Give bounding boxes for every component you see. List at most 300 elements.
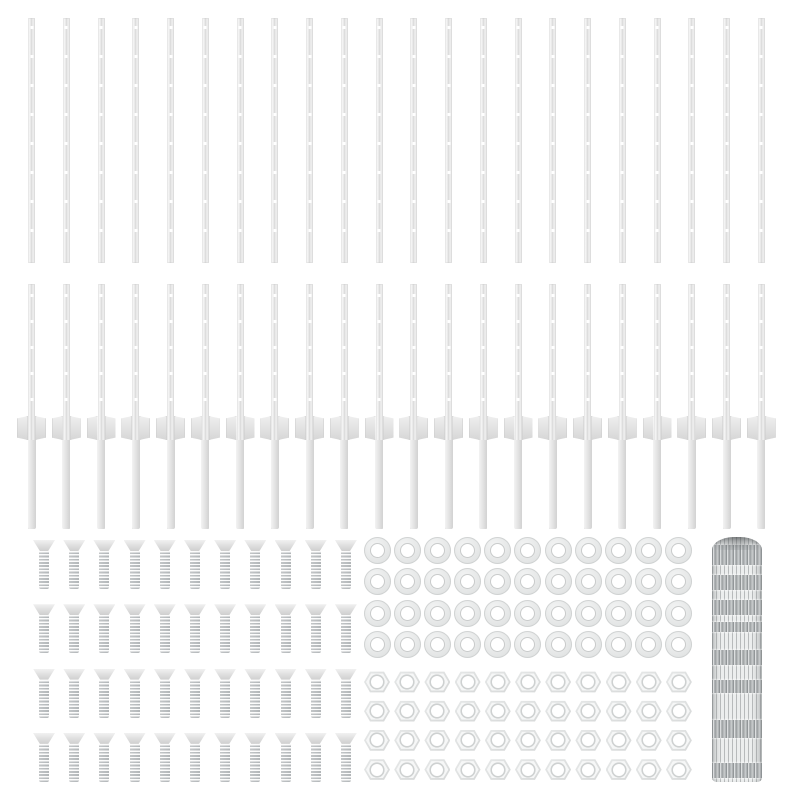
mesh-knot-band [712,600,762,615]
post-holes [134,294,137,416]
post-holes [760,294,763,416]
bolt-shaft [160,551,170,589]
post-holes [447,26,450,256]
nut-hole [401,764,413,776]
hex-nut [606,700,632,722]
anchor-wing-left [747,416,758,440]
anchor-wing-left [52,416,63,440]
washer-hole [521,638,534,651]
countersunk-bolt [184,604,206,654]
bolt-shaft [69,680,79,718]
nut-hole [522,764,534,776]
bolt-head [305,733,327,744]
studded-posts-row [28,18,765,263]
anchor-wing-right [591,416,602,440]
bolt-head [184,540,206,551]
anchor-posts-row [28,284,765,529]
countersunk-bolt [154,733,176,783]
bolt-head [244,540,266,551]
flat-washer [665,631,692,658]
countersunk-bolt [244,669,266,719]
washer-hole [521,575,534,588]
bolt-shaft [99,551,109,589]
countersunk-bolt [275,540,297,590]
anchor-wing-left [573,416,584,440]
bolt-shaft [69,615,79,653]
countersunk-bolt [244,540,266,590]
post-holes [65,294,68,416]
anchor-plate-post [306,284,313,529]
washer-hole [672,544,685,557]
washer-hole [401,544,414,557]
post-lower-shaft [618,440,626,529]
hex-nut [636,729,662,751]
post-holes [412,294,415,416]
washer-hole [642,544,655,557]
studded-post [584,18,591,263]
washer-hole [552,638,565,651]
hex-nut [515,700,541,722]
flat-washer [665,568,692,595]
post-lower-shaft [132,440,140,529]
post-holes [30,26,33,256]
nut-hole [673,705,685,717]
studded-post [549,18,556,263]
hex-nut [394,729,420,751]
washer-hole [521,607,534,620]
washer-hole [582,638,595,651]
nut-hole [552,764,564,776]
studded-post [167,18,174,263]
bolt-shaft [130,744,140,782]
bolt-head [184,733,206,744]
washer-hole [642,575,655,588]
studded-post [202,18,209,263]
hex-nut [575,729,601,751]
post-holes [725,26,728,256]
bolt-head [33,604,55,615]
countersunk-bolt [335,540,357,590]
bolt-shaft [311,615,321,653]
washer-hole [612,544,625,557]
washer-hole [552,575,565,588]
anchor-wing-left [643,416,654,440]
hex-nut [485,700,511,722]
bolt-head [214,733,236,744]
anchor-plate-post [132,284,139,529]
bolt-shaft [311,680,321,718]
anchor-wing-left [469,416,480,440]
post-holes [239,26,242,256]
washer-hole [582,575,595,588]
anchor-plate-post [584,284,591,529]
anchor-wing-right [765,416,776,440]
nuts-grid [362,671,694,788]
bolt-shaft [311,551,321,589]
bolt-head [93,604,115,615]
countersunk-bolt [154,540,176,590]
flat-washer [514,568,541,595]
bolt-shaft [250,744,260,782]
bolt-head [335,540,357,551]
nut-hole [492,705,504,717]
washer-hole [431,607,444,620]
anchor-wing-right [487,416,498,440]
anchor-wing-right [626,416,637,440]
flat-washer [635,537,662,564]
bolt-head [244,733,266,744]
nut-hole [371,676,383,688]
nut-hole [582,764,594,776]
post-holes [134,26,137,256]
bolt-shaft [341,744,351,782]
anchor-wing-right [730,416,741,440]
nut-hole [431,764,443,776]
studded-post [237,18,244,263]
bolt-head [214,540,236,551]
anchor-wing-right [383,416,394,440]
hex-nut [485,729,511,751]
studded-post [306,18,313,263]
bolt-head [305,540,327,551]
countersunk-bolt [275,604,297,654]
post-holes [378,26,381,256]
post-holes [169,294,172,416]
post-holes [621,294,624,416]
hex-nut [636,759,662,781]
anchor-plate-post [515,284,522,529]
flat-washer [605,600,632,627]
washer-hole [461,607,474,620]
hex-nut [606,671,632,693]
anchor-wing-right [556,416,567,440]
countersunk-bolt [124,540,146,590]
bolt-shaft [220,551,230,589]
flat-washer [545,631,572,658]
bolt-head [154,540,176,551]
bolt-shaft [220,615,230,653]
hex-nut [606,729,632,751]
hex-nut [364,759,390,781]
nut-hole [613,705,625,717]
countersunk-bolt [335,669,357,719]
anchor-plate-post [98,284,105,529]
hex-nut [545,729,571,751]
hex-nut [424,729,450,751]
bolt-shaft [250,551,260,589]
anchor-plate-post [619,284,626,529]
post-holes [517,294,520,416]
bolt-head [154,604,176,615]
bolt-shaft [250,680,260,718]
bolt-head [275,604,297,615]
studded-post [688,18,695,263]
hex-nut [606,759,632,781]
post-holes [273,294,276,416]
nut-hole [643,676,655,688]
washer-hole [612,638,625,651]
bolt-head [305,669,327,680]
nut-hole [462,705,474,717]
flat-washer [605,537,632,564]
washer-hole [461,638,474,651]
countersunk-bolt [275,669,297,719]
anchor-plate-post [410,284,417,529]
post-holes [690,294,693,416]
nut-hole [643,734,655,746]
post-holes [517,26,520,256]
bolt-shaft [39,551,49,589]
studded-post [98,18,105,263]
bolt-head [63,604,85,615]
wire-mesh-roll [712,537,762,782]
studded-post [515,18,522,263]
washer-hole [582,607,595,620]
hex-nut [364,671,390,693]
hex-nut [485,671,511,693]
countersunk-bolt [275,733,297,783]
anchor-wing-left [434,416,445,440]
bolt-head [184,669,206,680]
hex-nut [364,700,390,722]
anchor-plate-post [376,284,383,529]
flat-washer [454,568,481,595]
flat-washer [454,537,481,564]
countersunk-bolt [63,733,85,783]
washer-hole [642,607,655,620]
anchor-plate-post [167,284,174,529]
anchor-wing-right [209,416,220,440]
anchor-wing-right [417,416,428,440]
bolt-shaft [341,551,351,589]
mesh-roll-top-shading [712,537,762,550]
flat-washer [545,568,572,595]
flat-washer [484,568,511,595]
bolt-shaft [130,680,140,718]
washer-hole [612,607,625,620]
studded-post [376,18,383,263]
post-holes [447,294,450,416]
anchor-wing-right [695,416,706,440]
post-lower-shaft [97,440,105,529]
post-lower-shaft [375,440,383,529]
studded-post [132,18,139,263]
flat-washer [665,537,692,564]
bolt-shaft [281,744,291,782]
nut-hole [462,764,474,776]
washer-hole [491,544,504,557]
washer-hole [431,575,444,588]
bolt-head [63,669,85,680]
countersunk-bolt [93,733,115,783]
post-holes [273,26,276,256]
post-lower-shaft [410,440,418,529]
hex-nut [455,700,481,722]
bolt-shaft [190,615,200,653]
washer-hole [612,575,625,588]
flat-washer [665,600,692,627]
countersunk-bolt [63,669,85,719]
washer-hole [552,607,565,620]
post-holes [100,26,103,256]
flat-washer [635,600,662,627]
bolt-head [335,669,357,680]
hex-nut [394,700,420,722]
washer-hole [672,575,685,588]
studded-post [445,18,452,263]
anchor-wing-left [608,416,619,440]
bolt-shaft [220,744,230,782]
flat-washer [394,537,421,564]
studded-post [619,18,626,263]
bolt-shaft [190,680,200,718]
anchor-wing-right [174,416,185,440]
anchor-wing-right [105,416,116,440]
nut-hole [673,764,685,776]
hex-nut [666,729,692,751]
washer-hole [642,638,655,651]
post-holes [308,26,311,256]
anchor-wing-left [87,416,98,440]
post-holes [725,294,728,416]
post-holes [169,26,172,256]
hex-nut [575,700,601,722]
bolt-head [244,604,266,615]
flat-washer [635,631,662,658]
mesh-knot-band [712,622,762,632]
countersunk-bolt [93,604,115,654]
bolt-shaft [250,615,260,653]
anchor-wing-left [156,416,167,440]
anchor-plate-post [758,284,765,529]
anchor-wing-right [661,416,672,440]
hex-nut [666,700,692,722]
hex-nut [515,729,541,751]
nut-hole [371,764,383,776]
countersunk-bolt [63,540,85,590]
washer-hole [491,607,504,620]
washer-hole [371,575,384,588]
post-holes [100,294,103,416]
studded-post [758,18,765,263]
hex-nut [485,759,511,781]
bolt-shaft [99,744,109,782]
anchor-wing-left [121,416,132,440]
anchor-wing-right [348,416,359,440]
anchor-plate-post [549,284,556,529]
nut-hole [613,734,625,746]
anchor-wing-left [191,416,202,440]
bolt-head [124,604,146,615]
countersunk-bolt [124,604,146,654]
hex-nut [575,759,601,781]
post-lower-shaft [514,440,522,529]
hex-nut [515,671,541,693]
washer-hole [491,575,504,588]
countersunk-bolt [93,540,115,590]
post-holes [482,26,485,256]
bolt-shaft [99,615,109,653]
flat-washer [454,600,481,627]
countersunk-bolt [244,604,266,654]
post-lower-shaft [28,440,36,529]
anchor-wing-right [139,416,150,440]
anchor-wing-right [452,416,463,440]
bolt-head [93,540,115,551]
countersunk-bolt [214,669,236,719]
bolt-head [184,604,206,615]
anchor-plate-post [480,284,487,529]
countersunk-bolt [154,669,176,719]
anchor-wing-right [278,416,289,440]
countersunk-bolt [335,733,357,783]
countersunk-bolt [214,540,236,590]
bolt-head [275,540,297,551]
washer-hole [371,607,384,620]
anchor-wing-left [712,416,723,440]
post-holes [343,26,346,256]
countersunk-bolt [124,733,146,783]
flat-washer [424,631,451,658]
post-holes [656,294,659,416]
flat-washer [394,631,421,658]
anchor-plate-post [28,284,35,529]
anchor-wing-left [330,416,341,440]
nut-hole [643,705,655,717]
flat-washer [575,631,602,658]
post-lower-shaft [306,440,314,529]
nut-hole [613,676,625,688]
anchor-plate-post [341,284,348,529]
post-holes [30,294,33,416]
flat-washer [364,537,391,564]
bolt-shaft [341,615,351,653]
studded-post [28,18,35,263]
anchor-wing-left [17,416,28,440]
bolt-head [154,733,176,744]
anchor-wing-left [226,416,237,440]
washer-hole [431,638,444,651]
post-holes [586,26,589,256]
washer-hole [371,544,384,557]
post-lower-shaft [584,440,592,529]
flat-washer [484,600,511,627]
mesh-knot-band [712,720,762,738]
bolt-head [124,733,146,744]
washer-hole [461,575,474,588]
bolt-head [305,604,327,615]
anchor-wing-right [244,416,255,440]
nut-hole [643,764,655,776]
post-holes [586,294,589,416]
post-holes [412,26,415,256]
bolt-head [214,669,236,680]
washer-hole [401,638,414,651]
flat-washer [545,537,572,564]
countersunk-bolt [214,733,236,783]
bolt-shaft [281,551,291,589]
bolt-shaft [160,615,170,653]
washer-hole [401,575,414,588]
countersunk-bolt [33,733,55,783]
countersunk-bolt [244,733,266,783]
nut-hole [522,676,534,688]
anchor-wing-left [538,416,549,440]
post-lower-shaft [757,440,765,529]
mesh-knot-band [712,575,762,590]
hex-nut [515,759,541,781]
countersunk-bolt [335,604,357,654]
